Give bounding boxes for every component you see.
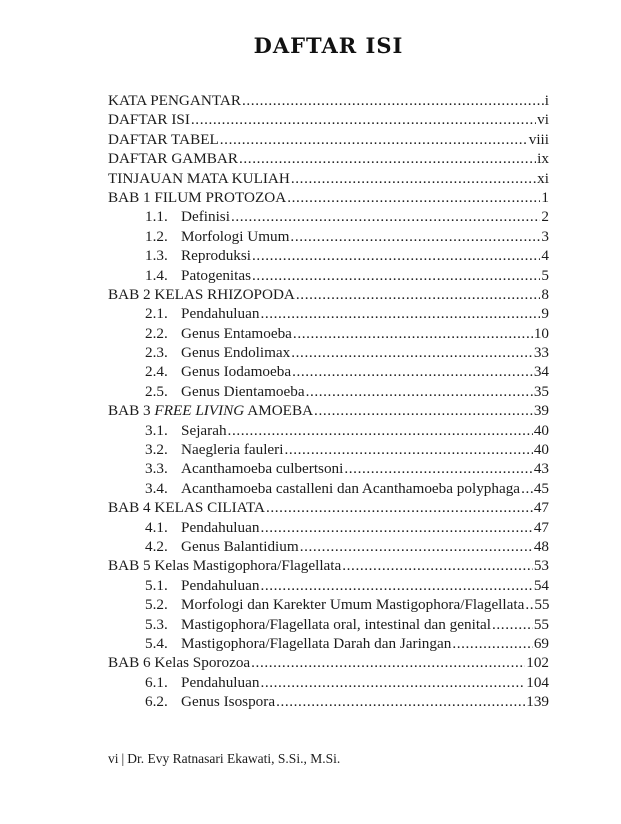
toc-entry-label: [181, 576, 259, 595]
toc-entry-number: 2.3.: [145, 344, 168, 362]
toc-entry-label: [181, 343, 290, 362]
toc-entry: [108, 130, 549, 149]
toc-entry: [108, 421, 549, 440]
toc-dot-leader: [293, 324, 533, 343]
toc-entry-italic-text: FREE LIVING: [154, 402, 245, 420]
page-title: DAFTAR ISI: [253, 33, 404, 58]
toc-entry-number: 5.2.: [145, 596, 168, 614]
toc-entry: [108, 459, 549, 478]
toc-entry: [108, 285, 549, 304]
toc-dot-leader: [452, 634, 532, 653]
toc-entry: [108, 304, 549, 323]
toc-entry-page: 5: [541, 266, 549, 284]
toc-dot-leader: [290, 227, 540, 246]
toc-entry-text: Morfologi Umum: [181, 227, 290, 245]
toc-entry-text: Patogenitas: [181, 266, 252, 284]
toc-entry-label: [181, 324, 292, 343]
footer-separator: |: [121, 751, 125, 766]
toc-entry: [108, 343, 549, 362]
toc-entry-text: Morfologi dan Karekter Umum Mastigophora/Flagellata: [181, 596, 525, 614]
footer-page-number: vi: [108, 751, 119, 766]
toc-entry-label: [108, 149, 238, 168]
toc-dot-leader: [252, 246, 540, 265]
toc-entry: [108, 518, 549, 537]
toc-entry: [108, 673, 549, 692]
toc-entry-text: BAB 6 Kelas Sporozoa: [108, 654, 251, 672]
toc-entry: [108, 207, 549, 226]
toc-entry-text: Genus Entamoeba: [181, 324, 292, 342]
toc-entry-page: 3: [541, 227, 549, 245]
toc-entry-label: [181, 266, 251, 285]
toc-entry-label: [181, 518, 259, 537]
toc-entry-text: Genus Isospora: [181, 693, 276, 711]
toc-entry-page: 9: [541, 305, 549, 323]
toc-entry-page: 47: [533, 499, 549, 517]
toc-entry-page: 2: [541, 208, 549, 226]
toc-entry-page: 48: [533, 537, 549, 555]
toc-entry: [108, 440, 549, 459]
toc-dot-leader: [521, 479, 533, 498]
toc-entry-text: Definisi: [181, 208, 230, 226]
toc-dot-leader: [231, 207, 540, 226]
toc-entry-text: Pendahuluan: [181, 518, 260, 536]
toc-entry: [108, 324, 549, 343]
toc-entry-text: DAFTAR TABEL: [108, 130, 219, 148]
toc-entry-label: [108, 110, 190, 129]
toc-entry-page: 104: [526, 673, 549, 691]
toc-dot-leader: [260, 673, 525, 692]
toc-entry-text: Pendahuluan: [181, 305, 260, 323]
toc-entry: [108, 266, 549, 285]
toc-dot-leader: [525, 595, 533, 614]
toc-entry-text: Genus Endolimax: [181, 344, 291, 362]
toc-dot-leader: [260, 518, 532, 537]
toc-entry-label: [108, 188, 286, 207]
toc-dot-leader: [242, 91, 544, 110]
toc-entry-label: [108, 169, 290, 188]
toc-entry-page: 47: [533, 518, 549, 536]
toc-entry-page: 8: [541, 285, 549, 303]
toc-dot-leader: [266, 498, 533, 517]
toc-entry-number: 2.2.: [145, 324, 168, 342]
toc-entry-number: 3.4.: [145, 479, 168, 497]
toc-dot-leader: [191, 110, 536, 129]
toc-entry-label: [108, 556, 341, 575]
toc-entry-label: [181, 479, 520, 498]
toc-entry-text: BAB 4 KELAS CILIATA: [108, 499, 265, 517]
toc-entry-label: [181, 304, 259, 323]
toc-entry-label: [181, 227, 289, 246]
toc-entry-text-after: AMOEBA: [244, 402, 314, 420]
toc-entry-label: [181, 615, 491, 634]
toc-entry-label: [108, 498, 265, 517]
toc-entry-number: 1.3.: [145, 247, 168, 265]
toc-entry-number: 2.4.: [145, 363, 168, 381]
toc-entry-label: [108, 401, 313, 420]
toc-entry-text: DAFTAR ISI: [108, 111, 190, 129]
toc-entry-page: viii: [528, 130, 549, 148]
toc-entry: [108, 692, 549, 711]
toc-entry-number: 6.1.: [145, 673, 168, 691]
toc-entry-label: [181, 246, 251, 265]
toc-entry-page: 40: [533, 441, 549, 459]
toc-dot-leader: [239, 149, 536, 168]
toc-entry: [108, 595, 549, 614]
toc-entry: [108, 188, 549, 207]
toc-entry-page: 102: [526, 654, 549, 672]
toc-entry-text: Mastigophora/Flagellata Darah dan Jaringan: [181, 634, 452, 652]
toc-entry-number: 4.2.: [145, 537, 168, 555]
toc-entry-text: Sejarah: [181, 421, 227, 439]
page-footer: [108, 751, 343, 767]
toc-entry: [108, 149, 549, 168]
toc-entry: [108, 537, 549, 556]
toc-dot-leader: [220, 130, 528, 149]
toc-entry-label: [181, 673, 259, 692]
toc-entry-label: [181, 362, 291, 381]
toc-dot-leader: [251, 653, 525, 672]
toc-entry-label: [181, 207, 230, 226]
toc-entry-text: Naegleria fauleri: [181, 441, 284, 459]
toc-entry-number: 1.1.: [145, 208, 168, 226]
toc-entry-number: 3.2.: [145, 441, 168, 459]
toc-entry-page: 54: [533, 576, 549, 594]
toc-entry-number: 2.1.: [145, 305, 168, 323]
toc-entry-page: 39: [533, 402, 549, 420]
toc-entry: [108, 576, 549, 595]
toc-dot-leader: [292, 362, 533, 381]
toc-dot-leader: [344, 459, 532, 478]
toc-entry-label: [108, 653, 250, 672]
toc-entry-label: [181, 634, 451, 653]
toc-entry-page: 69: [533, 634, 549, 652]
toc-entry: [108, 227, 549, 246]
toc-entry-number: 2.5.: [145, 382, 168, 400]
toc-entry-page: vi: [537, 111, 549, 129]
toc-entry-page: 10: [533, 324, 549, 342]
toc-entry-page: 53: [533, 557, 549, 575]
toc-entry-page: 55: [534, 596, 550, 614]
toc-dot-leader: [284, 440, 532, 459]
toc-dot-leader: [276, 692, 525, 711]
toc-entry: [108, 498, 549, 517]
toc-entry-page: 55: [533, 615, 549, 633]
toc-entry-label: [181, 382, 305, 401]
toc-entry-number: 1.2.: [145, 227, 168, 245]
toc-dot-leader: [260, 576, 532, 595]
toc-entry-label: [181, 692, 275, 711]
toc-entry-page: ix: [537, 150, 549, 168]
toc-entry: [108, 382, 549, 401]
toc-entry-page: 45: [533, 479, 549, 497]
toc-entry-label: [181, 421, 227, 440]
toc-entry-label: [181, 537, 299, 556]
toc-entry-label: [108, 285, 295, 304]
toc-dot-leader: [291, 343, 533, 362]
toc-entry: [108, 169, 549, 188]
toc-entry-text: DAFTAR GAMBAR: [108, 150, 239, 168]
toc-dot-leader: [228, 421, 533, 440]
footer-author: Dr. Evy Ratnasari Ekawati, S.Si., M.Si.: [127, 751, 341, 766]
toc-entry: [108, 615, 549, 634]
toc-entry-text: Acanthamoeba castalleni dan Acanthamoeba polyphaga: [181, 479, 521, 497]
toc-entry: [108, 401, 549, 420]
toc-entry: [108, 110, 549, 129]
toc-entry-page: 40: [533, 421, 549, 439]
toc-entry-text: Mastigophora/Flagellata oral, intestinal dan genital: [181, 615, 491, 633]
toc-entry-label: [181, 595, 524, 614]
toc-entry: [108, 362, 549, 381]
toc-entry: [108, 653, 549, 672]
toc-dot-leader: [314, 401, 533, 420]
toc-entry: [108, 556, 549, 575]
toc-entry-label: [181, 459, 343, 478]
toc-entry-text: Genus Balantidium: [181, 537, 299, 555]
toc-entry-number: 6.2.: [145, 693, 168, 711]
toc-entry-page: 35: [533, 382, 549, 400]
toc-dot-leader: [296, 285, 541, 304]
toc-entry-text: KATA PENGANTAR: [108, 92, 241, 109]
toc-entry-text: BAB 2 KELAS RHIZOPODA: [108, 285, 295, 303]
toc-dot-leader: [287, 188, 540, 207]
toc-dot-leader: [300, 537, 533, 556]
toc-entry-text: Genus Iodamoeba: [181, 363, 292, 381]
toc-entry-text: BAB 3: [108, 402, 155, 420]
toc-entry-page: xi: [537, 169, 549, 187]
toc-entry-label: [108, 91, 241, 110]
toc-entry: [108, 246, 549, 265]
toc-dot-leader: [260, 304, 540, 323]
toc-entry-text: BAB 5 Kelas Mastigophora/Flagellata: [108, 557, 342, 575]
toc-entry-page: 43: [533, 460, 549, 478]
toc-entry-text: Pendahuluan: [181, 673, 260, 691]
toc-entry: [108, 479, 549, 498]
toc-dot-leader: [492, 615, 533, 634]
toc-entry-page: 34: [533, 363, 549, 381]
toc-entry-number: 4.1.: [145, 518, 168, 536]
toc-entry-number: 3.1.: [145, 421, 168, 439]
toc-entry: [108, 634, 549, 653]
toc-entry-text: Pendahuluan: [181, 576, 260, 594]
toc-dot-leader: [252, 266, 540, 285]
toc-entry-number: 5.1.: [145, 576, 168, 594]
toc-entry-number: 1.4.: [145, 266, 168, 284]
toc-entry-page: i: [544, 92, 549, 109]
toc-entry-page: 139: [526, 693, 549, 711]
toc-entry-text: TINJAUAN MATA KULIAH: [108, 169, 290, 187]
toc-list: [108, 91, 549, 712]
toc-entry-text: Genus Dientamoeba: [181, 382, 305, 400]
toc-dot-leader: [291, 169, 536, 188]
toc-entry-text: Acanthamoeba culbertsoni: [181, 460, 344, 478]
toc-entry-page: 1: [541, 188, 549, 206]
toc-dot-leader: [342, 556, 533, 575]
toc-entry-page: 4: [541, 247, 549, 265]
toc-dot-leader: [306, 382, 533, 401]
toc-entry-text: Reproduksi: [181, 247, 252, 265]
toc-entry-number: 5.4.: [145, 634, 168, 652]
toc-entry-label: [181, 440, 283, 459]
toc-entry-page: 33: [533, 344, 549, 362]
toc-entry-label: [108, 130, 219, 149]
toc-entry: [108, 91, 549, 110]
toc-entry-number: 5.3.: [145, 615, 168, 633]
toc-entry-text: BAB 1 FILUM PROTOZOA: [108, 188, 287, 206]
toc-entry-number: 3.3.: [145, 460, 168, 478]
